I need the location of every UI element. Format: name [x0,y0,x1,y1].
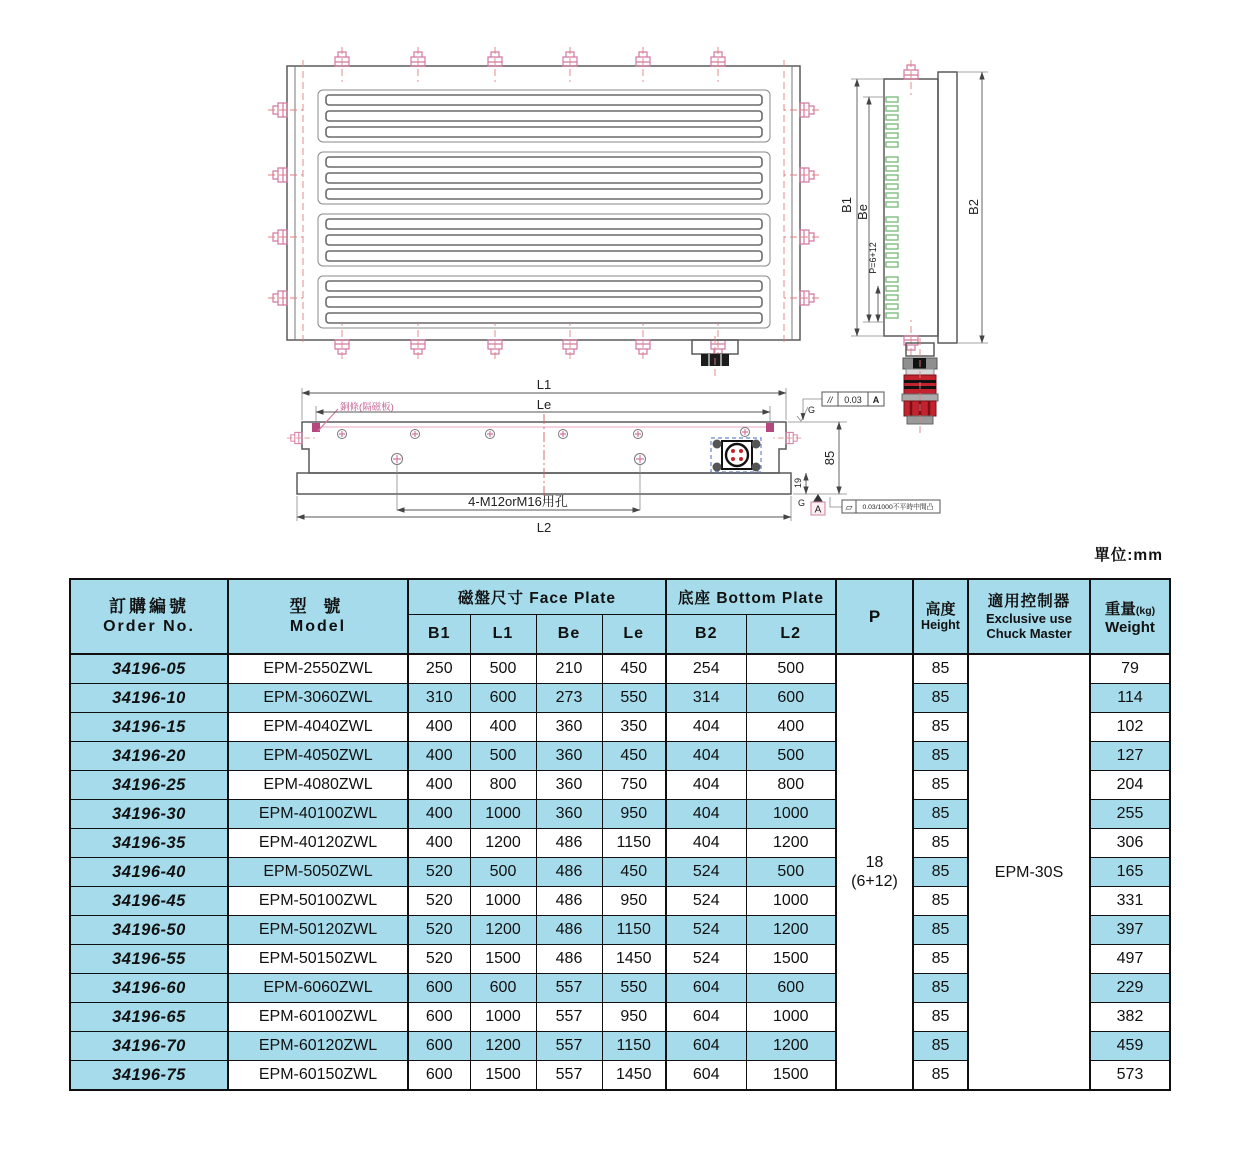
side-connector [902,338,938,436]
cell-le: 950 [602,887,666,916]
cell-model: EPM-50100ZWL [228,887,408,916]
header-face-plate: 磁盤尺寸 Face Plate [408,579,666,615]
cell-model: EPM-4080ZWL [228,771,408,800]
dim-b1-label: B1 [839,197,854,213]
cell-be: 486 [536,887,602,916]
cell-l1: 600 [470,974,536,1003]
side-view [839,60,988,436]
dim-b2-label: B2 [966,199,981,215]
cell-b1: 600 [408,974,470,1003]
cell-weight: 382 [1090,1003,1170,1032]
dim-l1-label: L1 [536,377,552,392]
dim-le-label: Le [536,397,552,412]
cell-le: 550 [602,684,666,713]
cell-height: 85 [913,713,968,742]
header-l2: L2 [746,615,836,655]
cell-order: 34196-60 [70,974,228,1003]
cell-b2: 404 [666,829,746,858]
parallel-symbol: // [827,395,833,405]
header-bottom-plate: 底座 Bottom Plate [666,579,836,615]
cell-be: 360 [536,742,602,771]
cell-height: 85 [913,742,968,771]
cell-le: 450 [602,742,666,771]
cell-be: 360 [536,771,602,800]
cell-b2: 604 [666,974,746,1003]
cell-le: 450 [602,654,666,684]
cell-model: EPM-60150ZWL [228,1061,408,1091]
cell-height: 85 [913,771,968,800]
cell-order: 34196-70 [70,1032,228,1061]
header-be: Be [536,615,602,655]
cell-weight: 204 [1090,771,1170,800]
cell-weight: 459 [1090,1032,1170,1061]
cell-order: 34196-10 [70,684,228,713]
bolt-hole-note: 4-M12orM16用孔 [468,494,568,509]
cell-l1: 1000 [470,800,536,829]
plan-view [268,47,819,378]
header-height: 高度 Height [913,579,968,654]
cell-weight: 165 [1090,858,1170,887]
dim-be-label: Be [855,204,870,220]
cell-weight: 255 [1090,800,1170,829]
cell-height: 85 [913,858,968,887]
cell-l2: 1200 [746,829,836,858]
cell-l2: 600 [746,684,836,713]
pole-ticks [886,97,898,318]
cell-l2: 500 [746,858,836,887]
cell-weight: 114 [1090,684,1170,713]
cell-b2: 604 [666,1032,746,1061]
face-screw-holes [338,428,750,439]
cell-l2: 1000 [746,800,836,829]
cell-le: 1150 [602,1032,666,1061]
spec-table-wrap [69,578,1171,1091]
header-model: 型 號 Model [228,579,408,654]
cell-b2: 524 [666,916,746,945]
cell-b2: 524 [666,887,746,916]
cell-weight: 79 [1090,654,1170,684]
spec-table-body [70,654,1170,1090]
cell-weight: 497 [1090,945,1170,974]
cell-le: 350 [602,713,666,742]
cell-b1: 520 [408,887,470,916]
header-l1: L1 [470,615,536,655]
datum-label: A [814,504,822,516]
cell-l1: 1000 [470,887,536,916]
cell-height: 85 [913,974,968,1003]
cell-le: 1150 [602,916,666,945]
p-value-line1: 18 [865,854,884,871]
cell-l2: 500 [746,654,836,684]
cell-order: 34196-65 [70,1003,228,1032]
cell-l1: 500 [470,858,536,887]
cell-l1: 1200 [470,1032,536,1061]
cell-le: 450 [602,858,666,887]
cell-l2: 1000 [746,887,836,916]
cell-l2: 1500 [746,945,836,974]
cell-l1: 600 [470,684,536,713]
cell-order: 34196-15 [70,713,228,742]
cell-b2: 604 [666,1003,746,1032]
cell-b2: 404 [666,713,746,742]
grind-mark-bottom: G [798,498,806,508]
cell-b2: 254 [666,654,746,684]
cell-l1: 500 [470,742,536,771]
cell-height: 85 [913,654,968,684]
dim-p-label: P=6+12 [868,242,878,274]
cell-l1: 500 [470,654,536,684]
cell-height: 85 [913,945,968,974]
cell-l2: 800 [746,771,836,800]
cell-le: 750 [602,771,666,800]
header-chuck-master: 適用控制器 Exclusive use Chuck Master [968,579,1090,654]
front-view [287,377,940,535]
cell-l2: 400 [746,713,836,742]
cell-b2: 404 [666,742,746,771]
cell-p-merged [836,654,913,1090]
grind-mark-top: G [808,405,816,415]
cell-model: EPM-6060ZWL [228,974,408,1003]
flatness-value: 0.03/1000不平時中間凸 [862,504,934,511]
cell-order: 34196-25 [70,771,228,800]
cell-be: 210 [536,654,602,684]
plan-connector [692,336,738,378]
cell-l2: 1200 [746,916,836,945]
cell-l2: 1000 [746,1003,836,1032]
cell-l2: 1500 [746,1061,836,1091]
cell-model: EPM-2550ZWL [228,654,408,684]
cell-le: 1150 [602,829,666,858]
cell-order: 34196-75 [70,1061,228,1091]
cell-l2: 600 [746,974,836,1003]
cell-l1: 800 [470,771,536,800]
header-le: Le [602,615,666,655]
parallel-datum: A [872,395,880,405]
cell-be: 486 [536,916,602,945]
spec-table [69,578,1171,1091]
p-value-line2: (6+12) [851,873,898,890]
cell-be: 486 [536,945,602,974]
cell-order: 34196-50 [70,916,228,945]
mounting-holes [392,454,646,465]
cell-b2: 404 [666,771,746,800]
unit-label: 單位:mm [1094,547,1163,564]
front-connector [711,438,761,472]
header-p: P [836,579,913,654]
cell-order: 34196-40 [70,858,228,887]
header-b2: B2 [666,615,746,655]
cell-b1: 520 [408,945,470,974]
cell-be: 557 [536,974,602,1003]
cell-model: EPM-40120ZWL [228,829,408,858]
cell-chuck-master: EPM-30S [968,654,1090,1090]
cell-model: EPM-5050ZWL [228,858,408,887]
cell-l1: 1200 [470,916,536,945]
cell-height: 85 [913,1003,968,1032]
cell-l1: 1000 [470,1003,536,1032]
cell-model: EPM-4050ZWL [228,742,408,771]
copper-strip-note: 銅條(隔磁板) [340,402,394,413]
cell-height: 85 [913,1061,968,1091]
cell-order: 34196-20 [70,742,228,771]
cell-le: 1450 [602,1061,666,1091]
cell-weight: 306 [1090,829,1170,858]
cell-b1: 600 [408,1003,470,1032]
cell-be: 273 [536,684,602,713]
cell-l1: 1500 [470,945,536,974]
cell-b1: 520 [408,916,470,945]
cell-be: 360 [536,800,602,829]
cell-model: EPM-4040ZWL [228,713,408,742]
cell-be: 557 [536,1061,602,1091]
cell-be: 486 [536,858,602,887]
cell-b2: 314 [666,684,746,713]
cell-be: 557 [536,1032,602,1061]
cell-b1: 400 [408,800,470,829]
header-weight: 重量(kg) Weight [1090,579,1170,654]
cell-weight: 127 [1090,742,1170,771]
cell-le: 1450 [602,945,666,974]
header-b1: B1 [408,615,470,655]
cell-height: 85 [913,800,968,829]
cell-weight: 102 [1090,713,1170,742]
cell-l1: 1200 [470,829,536,858]
cell-be: 360 [536,713,602,742]
cell-height: 85 [913,916,968,945]
cell-height: 85 [913,887,968,916]
cell-weight: 397 [1090,916,1170,945]
cell-l1: 400 [470,713,536,742]
cell-model: EPM-50150ZWL [228,945,408,974]
cell-be: 486 [536,829,602,858]
cell-b1: 400 [408,771,470,800]
cell-b1: 400 [408,742,470,771]
cell-b1: 400 [408,713,470,742]
cell-b2: 524 [666,945,746,974]
cell-le: 950 [602,1003,666,1032]
cell-order: 34196-30 [70,800,228,829]
dim-height-label: 85 [822,450,837,466]
cell-b1: 310 [408,684,470,713]
cell-height: 85 [913,1032,968,1061]
cell-model: EPM-40100ZWL [228,800,408,829]
cell-model: EPM-60100ZWL [228,1003,408,1032]
dim-base-thickness-label: 19 [793,477,803,489]
cell-le: 950 [602,800,666,829]
cell-order: 34196-45 [70,887,228,916]
cell-order: 34196-35 [70,829,228,858]
header-order-no: 訂購編號 Order No. [70,579,228,654]
cell-le: 550 [602,974,666,1003]
cell-l1: 1500 [470,1061,536,1091]
cell-height: 85 [913,829,968,858]
technical-drawing [0,0,1240,575]
flatness-symbol: ⏥ [845,502,853,512]
cell-b1: 250 [408,654,470,684]
datum-flag [811,494,825,516]
flatness-tolerance [830,497,940,513]
cell-l2: 1200 [746,1032,836,1061]
dim-l2-label: L2 [536,520,552,535]
table-row [70,654,1170,684]
parallelism-tolerance [803,392,884,420]
cell-be: 557 [536,1003,602,1032]
cell-weight: 229 [1090,974,1170,1003]
cell-l2: 500 [746,742,836,771]
cell-model: EPM-3060ZWL [228,684,408,713]
cell-order: 34196-55 [70,945,228,974]
cell-b1: 600 [408,1061,470,1091]
parallel-value: 0.03 [844,395,862,405]
cell-model: EPM-50120ZWL [228,916,408,945]
cell-height: 85 [913,684,968,713]
cell-weight: 331 [1090,887,1170,916]
cell-b1: 520 [408,858,470,887]
cell-b1: 600 [408,1032,470,1061]
cell-model: EPM-60120ZWL [228,1032,408,1061]
cell-weight: 573 [1090,1061,1170,1091]
cell-b1: 400 [408,829,470,858]
cell-b2: 524 [666,858,746,887]
cell-b2: 404 [666,800,746,829]
cell-order: 34196-05 [70,654,228,684]
cell-b2: 604 [666,1061,746,1091]
